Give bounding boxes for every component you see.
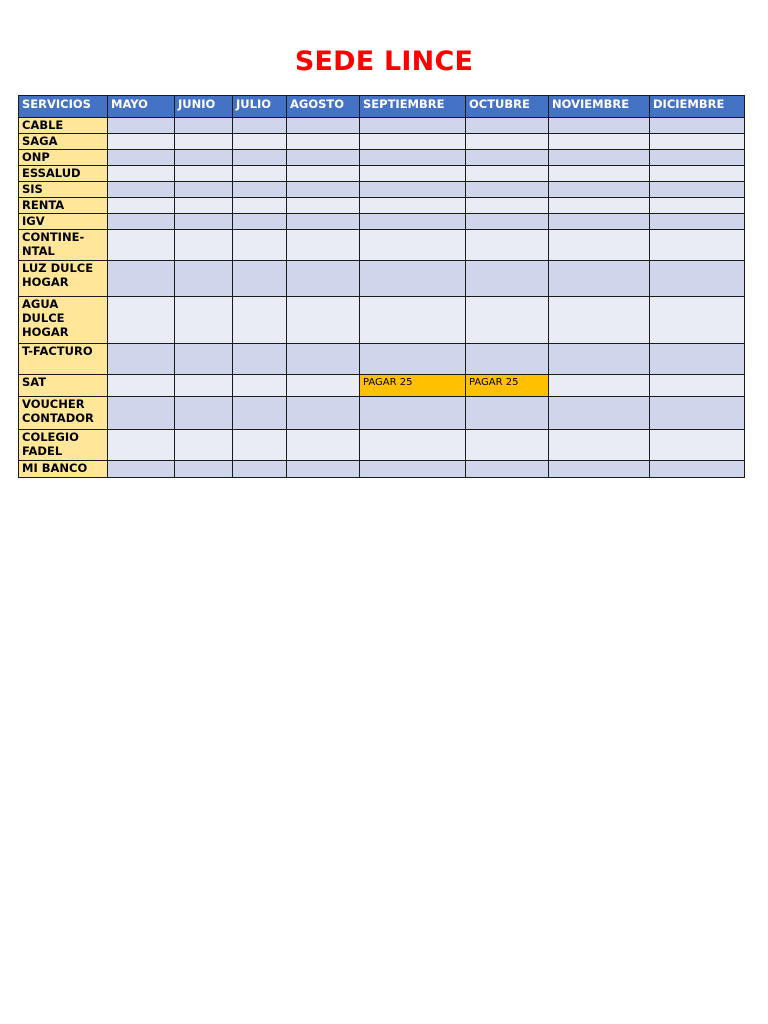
table-cell — [287, 182, 360, 198]
table-cell: PAGAR 25 — [360, 375, 466, 397]
table-cell — [549, 134, 650, 150]
table-cell — [549, 150, 650, 166]
table-row — [19, 134, 745, 150]
table-cell — [175, 430, 233, 461]
service-label: COLEGIO FADEL — [19, 430, 108, 461]
table-cell — [108, 198, 175, 214]
header-noviembre: NOVIEMBRE — [549, 96, 650, 118]
table-cell — [175, 397, 233, 430]
table-cell — [466, 430, 549, 461]
table-cell — [650, 461, 745, 478]
page-title: SEDE LINCE — [294, 46, 474, 77]
table-cell — [108, 261, 175, 297]
header-septiembre: SEPTIEMBRE — [360, 96, 466, 118]
table-cell — [287, 461, 360, 478]
service-label: SAGA — [19, 134, 108, 150]
table-cell — [108, 134, 175, 150]
table-cell — [233, 118, 287, 134]
table-cell — [466, 166, 549, 182]
table-row — [19, 344, 745, 375]
table-cell — [287, 297, 360, 344]
table-cell — [360, 134, 466, 150]
table-cell — [175, 461, 233, 478]
table-cell — [360, 461, 466, 478]
table-cell — [360, 166, 466, 182]
table-cell — [108, 166, 175, 182]
table-cell — [233, 375, 287, 397]
table-cell — [233, 198, 287, 214]
table-cell — [466, 134, 549, 150]
service-label: MI BANCO — [19, 461, 108, 478]
header-servicios: SERVICIOS — [19, 96, 108, 118]
table-cell — [466, 198, 549, 214]
table-cell — [175, 297, 233, 344]
table-cell — [360, 150, 466, 166]
service-label: SIS — [19, 182, 108, 198]
table-cell — [233, 461, 287, 478]
table-cell — [233, 397, 287, 430]
table-cell — [233, 134, 287, 150]
table-cell — [233, 150, 287, 166]
table-cell — [175, 344, 233, 375]
service-label: ESSALUD — [19, 166, 108, 182]
service-label: LUZ DULCE HOGAR — [19, 261, 108, 297]
table-cell — [549, 166, 650, 182]
table-cell — [650, 182, 745, 198]
table-cell — [360, 261, 466, 297]
table-row — [19, 375, 745, 397]
table-row — [19, 230, 745, 261]
table-cell — [233, 166, 287, 182]
table-cell — [360, 230, 466, 261]
table-cell — [549, 198, 650, 214]
table-cell — [233, 344, 287, 375]
table-cell — [287, 214, 360, 230]
table-cell — [108, 297, 175, 344]
table-row — [19, 150, 745, 166]
table-cell — [360, 182, 466, 198]
table-cell — [360, 118, 466, 134]
table-cell — [287, 344, 360, 375]
table-cell — [108, 344, 175, 375]
table-cell — [466, 344, 549, 375]
table-cell — [650, 430, 745, 461]
table-cell — [287, 198, 360, 214]
table-cell — [360, 397, 466, 430]
table-cell — [549, 344, 650, 375]
table-cell — [108, 230, 175, 261]
table-cell — [108, 214, 175, 230]
header-mayo: MAYO — [108, 96, 175, 118]
table-cell — [175, 198, 233, 214]
service-label: IGV — [19, 214, 108, 230]
header-agosto: AGOSTO — [287, 96, 360, 118]
table-cell — [233, 214, 287, 230]
table-cell — [650, 344, 745, 375]
table-cell — [287, 397, 360, 430]
table-cell — [108, 461, 175, 478]
table-cell — [650, 150, 745, 166]
table-cell — [549, 214, 650, 230]
table-row — [19, 461, 745, 478]
table-cell — [360, 344, 466, 375]
table-cell — [108, 182, 175, 198]
table-cell — [549, 375, 650, 397]
table-row — [19, 261, 745, 297]
table-cell — [549, 397, 650, 430]
table-cell — [549, 297, 650, 344]
table-cell — [233, 297, 287, 344]
table-cell — [233, 261, 287, 297]
table-cell — [650, 166, 745, 182]
table-cell — [549, 230, 650, 261]
table-cell — [466, 461, 549, 478]
table-row — [19, 166, 745, 182]
table-cell — [287, 375, 360, 397]
table-cell — [175, 182, 233, 198]
table-cell — [360, 430, 466, 461]
header-diciembre: DICIEMBRE — [650, 96, 745, 118]
table-cell — [549, 182, 650, 198]
header-julio: JULIO — [233, 96, 287, 118]
header-junio: JUNIO — [175, 96, 233, 118]
service-label: AGUA DULCE HOGAR — [19, 297, 108, 344]
table-cell — [175, 230, 233, 261]
table-row — [19, 430, 745, 461]
table-row — [19, 297, 745, 344]
table-cell — [108, 430, 175, 461]
table-cell — [650, 214, 745, 230]
table-cell — [650, 118, 745, 134]
table-cell — [175, 375, 233, 397]
table-cell — [287, 134, 360, 150]
table-row — [19, 118, 745, 134]
table-cell — [175, 166, 233, 182]
table-cell — [466, 230, 549, 261]
table-cell — [466, 150, 549, 166]
table-cell — [287, 261, 360, 297]
table-cell — [287, 430, 360, 461]
table-cell — [360, 297, 466, 344]
table-cell — [466, 297, 549, 344]
table-cell — [233, 230, 287, 261]
table-cell — [650, 198, 745, 214]
table-cell — [175, 150, 233, 166]
services-table — [18, 95, 745, 478]
table-cell — [360, 198, 466, 214]
table-cell — [466, 397, 549, 430]
table-cell — [549, 261, 650, 297]
table-cell — [650, 134, 745, 150]
table-row — [19, 397, 745, 430]
table-cell — [287, 166, 360, 182]
table-cell — [287, 118, 360, 134]
table-cell — [360, 214, 466, 230]
table-cell — [108, 118, 175, 134]
service-label: VOUCHER CONTADOR — [19, 397, 108, 430]
table-cell — [233, 430, 287, 461]
table-cell — [549, 430, 650, 461]
table-cell — [466, 214, 549, 230]
service-label: ONP — [19, 150, 108, 166]
table-cell — [650, 261, 745, 297]
table-cell — [108, 150, 175, 166]
table-cell — [549, 461, 650, 478]
table-cell — [466, 118, 549, 134]
table-cell — [549, 118, 650, 134]
table-cell — [175, 214, 233, 230]
table-cell — [287, 230, 360, 261]
service-label: RENTA — [19, 198, 108, 214]
table-cell — [175, 118, 233, 134]
service-label: CONTINE- NTAL — [19, 230, 108, 261]
table-cell — [175, 134, 233, 150]
table-cell — [175, 261, 233, 297]
table-cell — [650, 375, 745, 397]
table-cell — [466, 261, 549, 297]
service-label: T-FACTURO — [19, 344, 108, 375]
table-cell — [650, 230, 745, 261]
service-label: SAT — [19, 375, 108, 397]
header-octubre: OCTUBRE — [466, 96, 549, 118]
table-cell — [108, 397, 175, 430]
table-cell — [650, 297, 745, 344]
service-label: CABLE — [19, 118, 108, 134]
table-cell — [287, 150, 360, 166]
header-row — [19, 96, 745, 118]
table-row — [19, 198, 745, 214]
table-row — [19, 214, 745, 230]
table-cell — [466, 182, 549, 198]
table-cell: PAGAR 25 — [466, 375, 549, 397]
table-row — [19, 182, 745, 198]
table-cell — [108, 375, 175, 397]
table-cell — [650, 397, 745, 430]
table-cell — [233, 182, 287, 198]
